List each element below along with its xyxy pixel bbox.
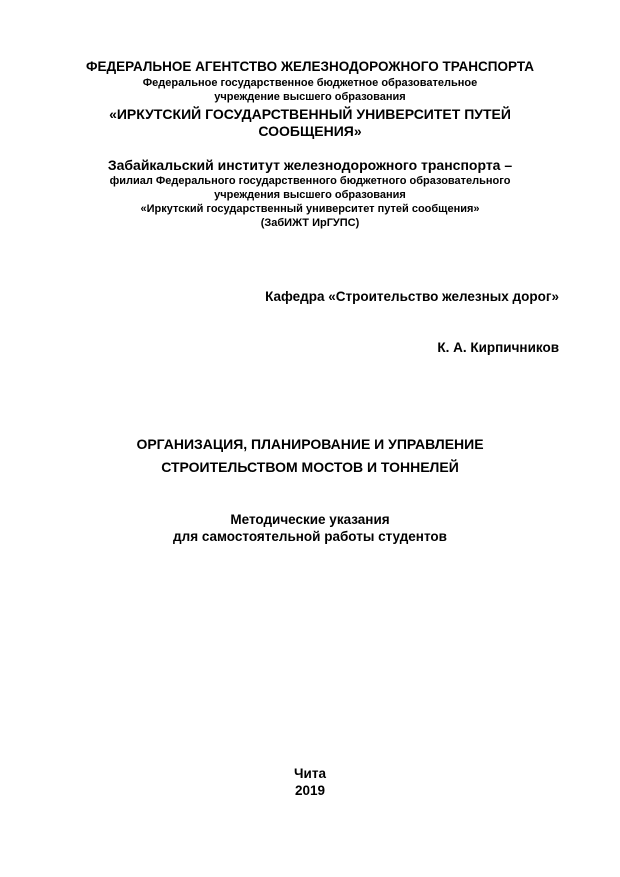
institute-abbreviation: (ЗабИЖТ ИрГУПС) — [260, 217, 360, 229]
org-type-line-1: Федеральное государственное бюджетное образовательное — [142, 77, 478, 89]
org-type-line-2: учреждение высшего образования — [214, 91, 406, 103]
document-purpose: для самостоятельной работы студентов — [173, 529, 447, 544]
institute-name-line-2: филиал Федерального государственного бюджетного образовательного — [109, 175, 511, 187]
department-name: Кафедра «Строительство железных дорог» — [265, 289, 559, 304]
university-name-line-1: «ИРКУТСКИЙ ГОСУДАРСТВЕННЫЙ УНИВЕРСИТЕТ ПУТЕЙ — [109, 106, 511, 122]
document-title-line-2: СТРОИТЕЛЬСТВОМ МОСТОВ И ТОННЕЛЕЙ — [161, 459, 459, 475]
institute-name-line-1: Забайкальский институт железнодорожного транспорта – — [107, 157, 513, 173]
publication-year: 2019 — [294, 783, 326, 798]
author-name: К. А. Кирпичников — [437, 340, 559, 355]
document-type: Методические указания — [230, 512, 390, 527]
publication-city: Чита — [294, 766, 326, 781]
document-title-line-1: ОРГАНИЗАЦИЯ, ПЛАНИРОВАНИЕ И УПРАВЛЕНИЕ — [136, 436, 484, 452]
institute-name-line-3: учреждения высшего образования — [214, 189, 406, 201]
agency-name: ФЕДЕРАЛЬНОЕ АГЕНТСТВО ЖЕЛЕЗНОДОРОЖНОГО ТРАНСПОРТА — [86, 59, 534, 74]
university-name-line-2: СООБЩЕНИЯ» — [258, 123, 362, 139]
institute-name-line-4: «Иркутский государственный университет путей сообщения» — [140, 203, 480, 215]
